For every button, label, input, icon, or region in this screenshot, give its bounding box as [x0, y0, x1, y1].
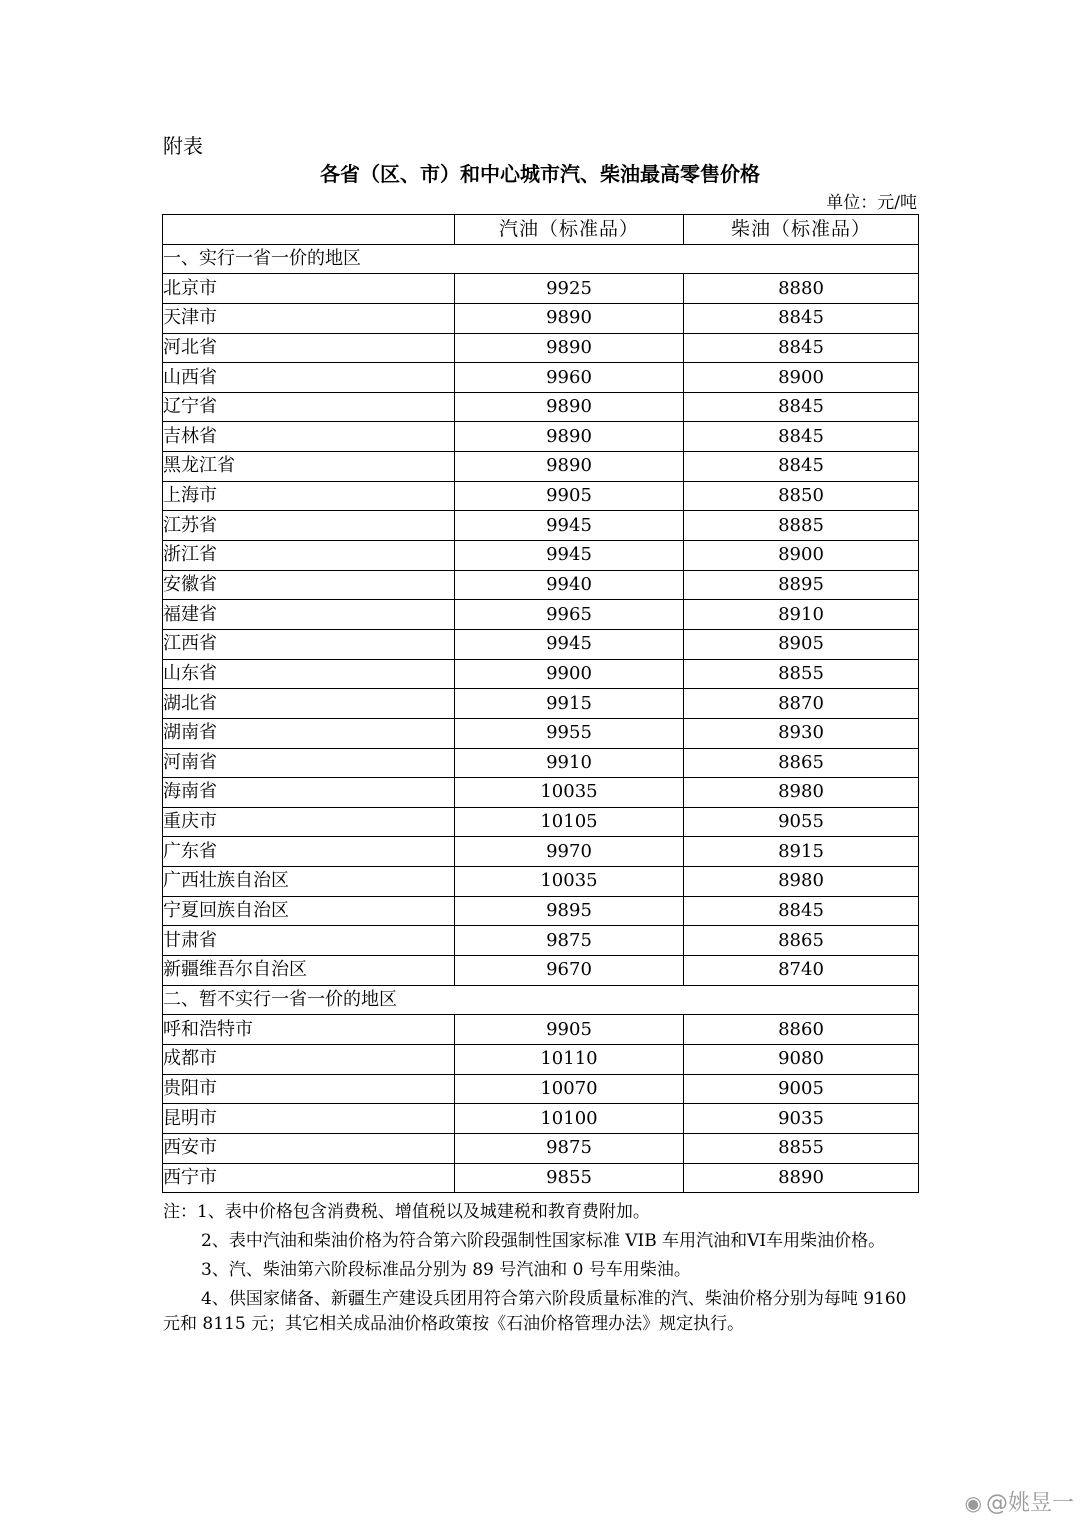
region-name-cell: 北京市 — [163, 274, 455, 304]
table-row — [163, 926, 919, 956]
diesel-price-cell: 8890 — [684, 1163, 919, 1193]
gasoline-price-cell: 10035 — [455, 778, 684, 808]
region-name-cell: 成都市 — [163, 1044, 455, 1074]
table-row — [163, 837, 919, 867]
document-title: 各省（区、市）和中心城市汽、柴油最高零售价格 — [320, 162, 760, 186]
unit-label: 单位：元/吨 — [826, 193, 917, 213]
notes — [163, 1200, 919, 1341]
section-row — [163, 985, 919, 1015]
gasoline-price-cell: 10100 — [455, 1104, 684, 1134]
diesel-price-cell: 8980 — [684, 867, 919, 897]
table-row — [163, 867, 919, 897]
table-row — [163, 807, 919, 837]
table-row — [163, 659, 919, 689]
weibo-logo-icon: ◉ — [964, 1491, 982, 1515]
diesel-price-cell: 8845 — [684, 303, 919, 333]
table-row — [163, 570, 919, 600]
diesel-price-cell: 8845 — [684, 422, 919, 452]
diesel-price-cell: 8980 — [684, 778, 919, 808]
note-4: 4、供国家储备、新疆生产建设兵团用符合第六阶段质量标准的汽、柴油价格分别为每吨 9160 元和 8115 元；其它相关成品油价格政策按《石油价格管理办法》规定执行。 — [163, 1289, 907, 1334]
diesel-price-cell: 8845 — [684, 896, 919, 926]
region-name-cell: 江苏省 — [163, 511, 455, 541]
region-name-cell: 湖南省 — [163, 718, 455, 748]
note-3: 3、汽、柴油第六阶段标准品分别为 89 号汽油和 0 号车用柴油。 — [201, 1260, 691, 1280]
diesel-price-cell: 8865 — [684, 926, 919, 956]
gasoline-price-cell: 9925 — [455, 274, 684, 304]
gasoline-price-cell: 9875 — [455, 926, 684, 956]
table-row — [163, 896, 919, 926]
table-row — [163, 1133, 919, 1163]
gasoline-price-cell: 9955 — [455, 718, 684, 748]
gasoline-price-cell: 10035 — [455, 867, 684, 897]
table-row — [163, 748, 919, 778]
header-region — [163, 215, 455, 245]
region-name-cell: 贵阳市 — [163, 1074, 455, 1104]
gasoline-price-cell: 9945 — [455, 541, 684, 571]
gasoline-price-cell: 9670 — [455, 956, 684, 986]
gasoline-price-cell: 9940 — [455, 570, 684, 600]
gasoline-price-cell: 9890 — [455, 333, 684, 363]
region-name-cell: 宁夏回族自治区 — [163, 896, 455, 926]
table-row — [163, 1044, 919, 1074]
header-diesel: 柴油（标准品） — [684, 215, 919, 245]
region-name-cell: 辽宁省 — [163, 392, 455, 422]
note-2: 2、表中汽油和柴油价格为符合第六阶段强制性国家标准 VIB 车用汽油和VI车用柴油价格。 — [201, 1231, 886, 1251]
watermark — [965, 1486, 1074, 1517]
region-name-cell: 黑龙江省 — [163, 452, 455, 482]
gasoline-price-cell: 10105 — [455, 807, 684, 837]
region-name-cell: 安徽省 — [163, 570, 455, 600]
diesel-price-cell: 8865 — [684, 748, 919, 778]
diesel-price-cell: 9055 — [684, 807, 919, 837]
gasoline-price-cell: 9945 — [455, 511, 684, 541]
table-row — [163, 452, 919, 482]
diesel-price-cell: 8885 — [684, 511, 919, 541]
region-name-cell: 山西省 — [163, 363, 455, 393]
gasoline-price-cell: 9915 — [455, 689, 684, 719]
price-table — [162, 214, 919, 1193]
note-1: 注：1、表中价格包含消费税、增值税以及城建税和教育费附加。 — [163, 1202, 650, 1222]
diesel-price-cell: 8860 — [684, 1015, 919, 1045]
region-name-cell: 广西壮族自治区 — [163, 867, 455, 897]
region-name-cell: 浙江省 — [163, 541, 455, 571]
diesel-price-cell: 8915 — [684, 837, 919, 867]
gasoline-price-cell: 9890 — [455, 452, 684, 482]
region-name-cell: 天津市 — [163, 303, 455, 333]
diesel-price-cell: 8740 — [684, 956, 919, 986]
region-name-cell: 昆明市 — [163, 1104, 455, 1134]
region-name-cell: 上海市 — [163, 481, 455, 511]
table-row — [163, 689, 919, 719]
table-row — [163, 303, 919, 333]
appendix-label: 附表 — [163, 134, 203, 158]
table-row — [163, 718, 919, 748]
diesel-price-cell: 8855 — [684, 1133, 919, 1163]
table-row — [163, 1015, 919, 1045]
header-gasoline: 汽油（标准品） — [455, 215, 684, 245]
gasoline-price-cell: 9945 — [455, 629, 684, 659]
gasoline-price-cell: 9890 — [455, 392, 684, 422]
section-title: 二、暂不实行一省一价的地区 — [163, 985, 919, 1015]
gasoline-price-cell: 9965 — [455, 600, 684, 630]
region-name-cell: 海南省 — [163, 778, 455, 808]
table-row — [163, 274, 919, 304]
region-name-cell: 甘肃省 — [163, 926, 455, 956]
gasoline-price-cell: 9905 — [455, 481, 684, 511]
region-name-cell: 西宁市 — [163, 1163, 455, 1193]
diesel-price-cell: 8855 — [684, 659, 919, 689]
gasoline-price-cell: 10070 — [455, 1074, 684, 1104]
table-row — [163, 392, 919, 422]
section-title: 一、实行一省一价的地区 — [163, 244, 919, 274]
table-row — [163, 1163, 919, 1193]
gasoline-price-cell: 9970 — [455, 837, 684, 867]
section-row — [163, 244, 919, 274]
diesel-price-cell: 8850 — [684, 481, 919, 511]
table-row — [163, 481, 919, 511]
diesel-price-cell: 8930 — [684, 718, 919, 748]
gasoline-price-cell: 9905 — [455, 1015, 684, 1045]
gasoline-price-cell: 9875 — [455, 1133, 684, 1163]
diesel-price-cell: 9080 — [684, 1044, 919, 1074]
table-row — [163, 541, 919, 571]
region-name-cell: 河南省 — [163, 748, 455, 778]
table-row — [163, 778, 919, 808]
diesel-price-cell: 8870 — [684, 689, 919, 719]
table-row — [163, 600, 919, 630]
diesel-price-cell: 9005 — [684, 1074, 919, 1104]
table-row — [163, 1074, 919, 1104]
region-name-cell: 西安市 — [163, 1133, 455, 1163]
diesel-price-cell: 8895 — [684, 570, 919, 600]
gasoline-price-cell: 9895 — [455, 896, 684, 926]
diesel-price-cell: 8900 — [684, 541, 919, 571]
diesel-price-cell: 9035 — [684, 1104, 919, 1134]
table-row — [163, 629, 919, 659]
region-name-cell: 河北省 — [163, 333, 455, 363]
gasoline-price-cell: 9910 — [455, 748, 684, 778]
diesel-price-cell: 8905 — [684, 629, 919, 659]
region-name-cell: 福建省 — [163, 600, 455, 630]
region-name-cell: 新疆维吾尔自治区 — [163, 956, 455, 986]
table-row — [163, 1104, 919, 1134]
table-header-row — [163, 215, 919, 245]
region-name-cell: 广东省 — [163, 837, 455, 867]
table-row — [163, 422, 919, 452]
watermark-text: @姚昱一 — [985, 1491, 1074, 1516]
diesel-price-cell: 8900 — [684, 363, 919, 393]
region-name-cell: 吉林省 — [163, 422, 455, 452]
gasoline-price-cell: 9960 — [455, 363, 684, 393]
table-row — [163, 511, 919, 541]
diesel-price-cell: 8845 — [684, 333, 919, 363]
region-name-cell: 呼和浩特市 — [163, 1015, 455, 1045]
gasoline-price-cell: 10110 — [455, 1044, 684, 1074]
region-name-cell: 重庆市 — [163, 807, 455, 837]
price-table-body — [163, 244, 919, 1193]
table-row — [163, 333, 919, 363]
region-name-cell: 山东省 — [163, 659, 455, 689]
diesel-price-cell: 8910 — [684, 600, 919, 630]
gasoline-price-cell: 9890 — [455, 303, 684, 333]
gasoline-price-cell: 9855 — [455, 1163, 684, 1193]
table-row — [163, 956, 919, 986]
table-row — [163, 363, 919, 393]
diesel-price-cell: 8880 — [684, 274, 919, 304]
gasoline-price-cell: 9890 — [455, 422, 684, 452]
diesel-price-cell: 8845 — [684, 452, 919, 482]
diesel-price-cell: 8845 — [684, 392, 919, 422]
region-name-cell: 江西省 — [163, 629, 455, 659]
gasoline-price-cell: 9900 — [455, 659, 684, 689]
region-name-cell: 湖北省 — [163, 689, 455, 719]
